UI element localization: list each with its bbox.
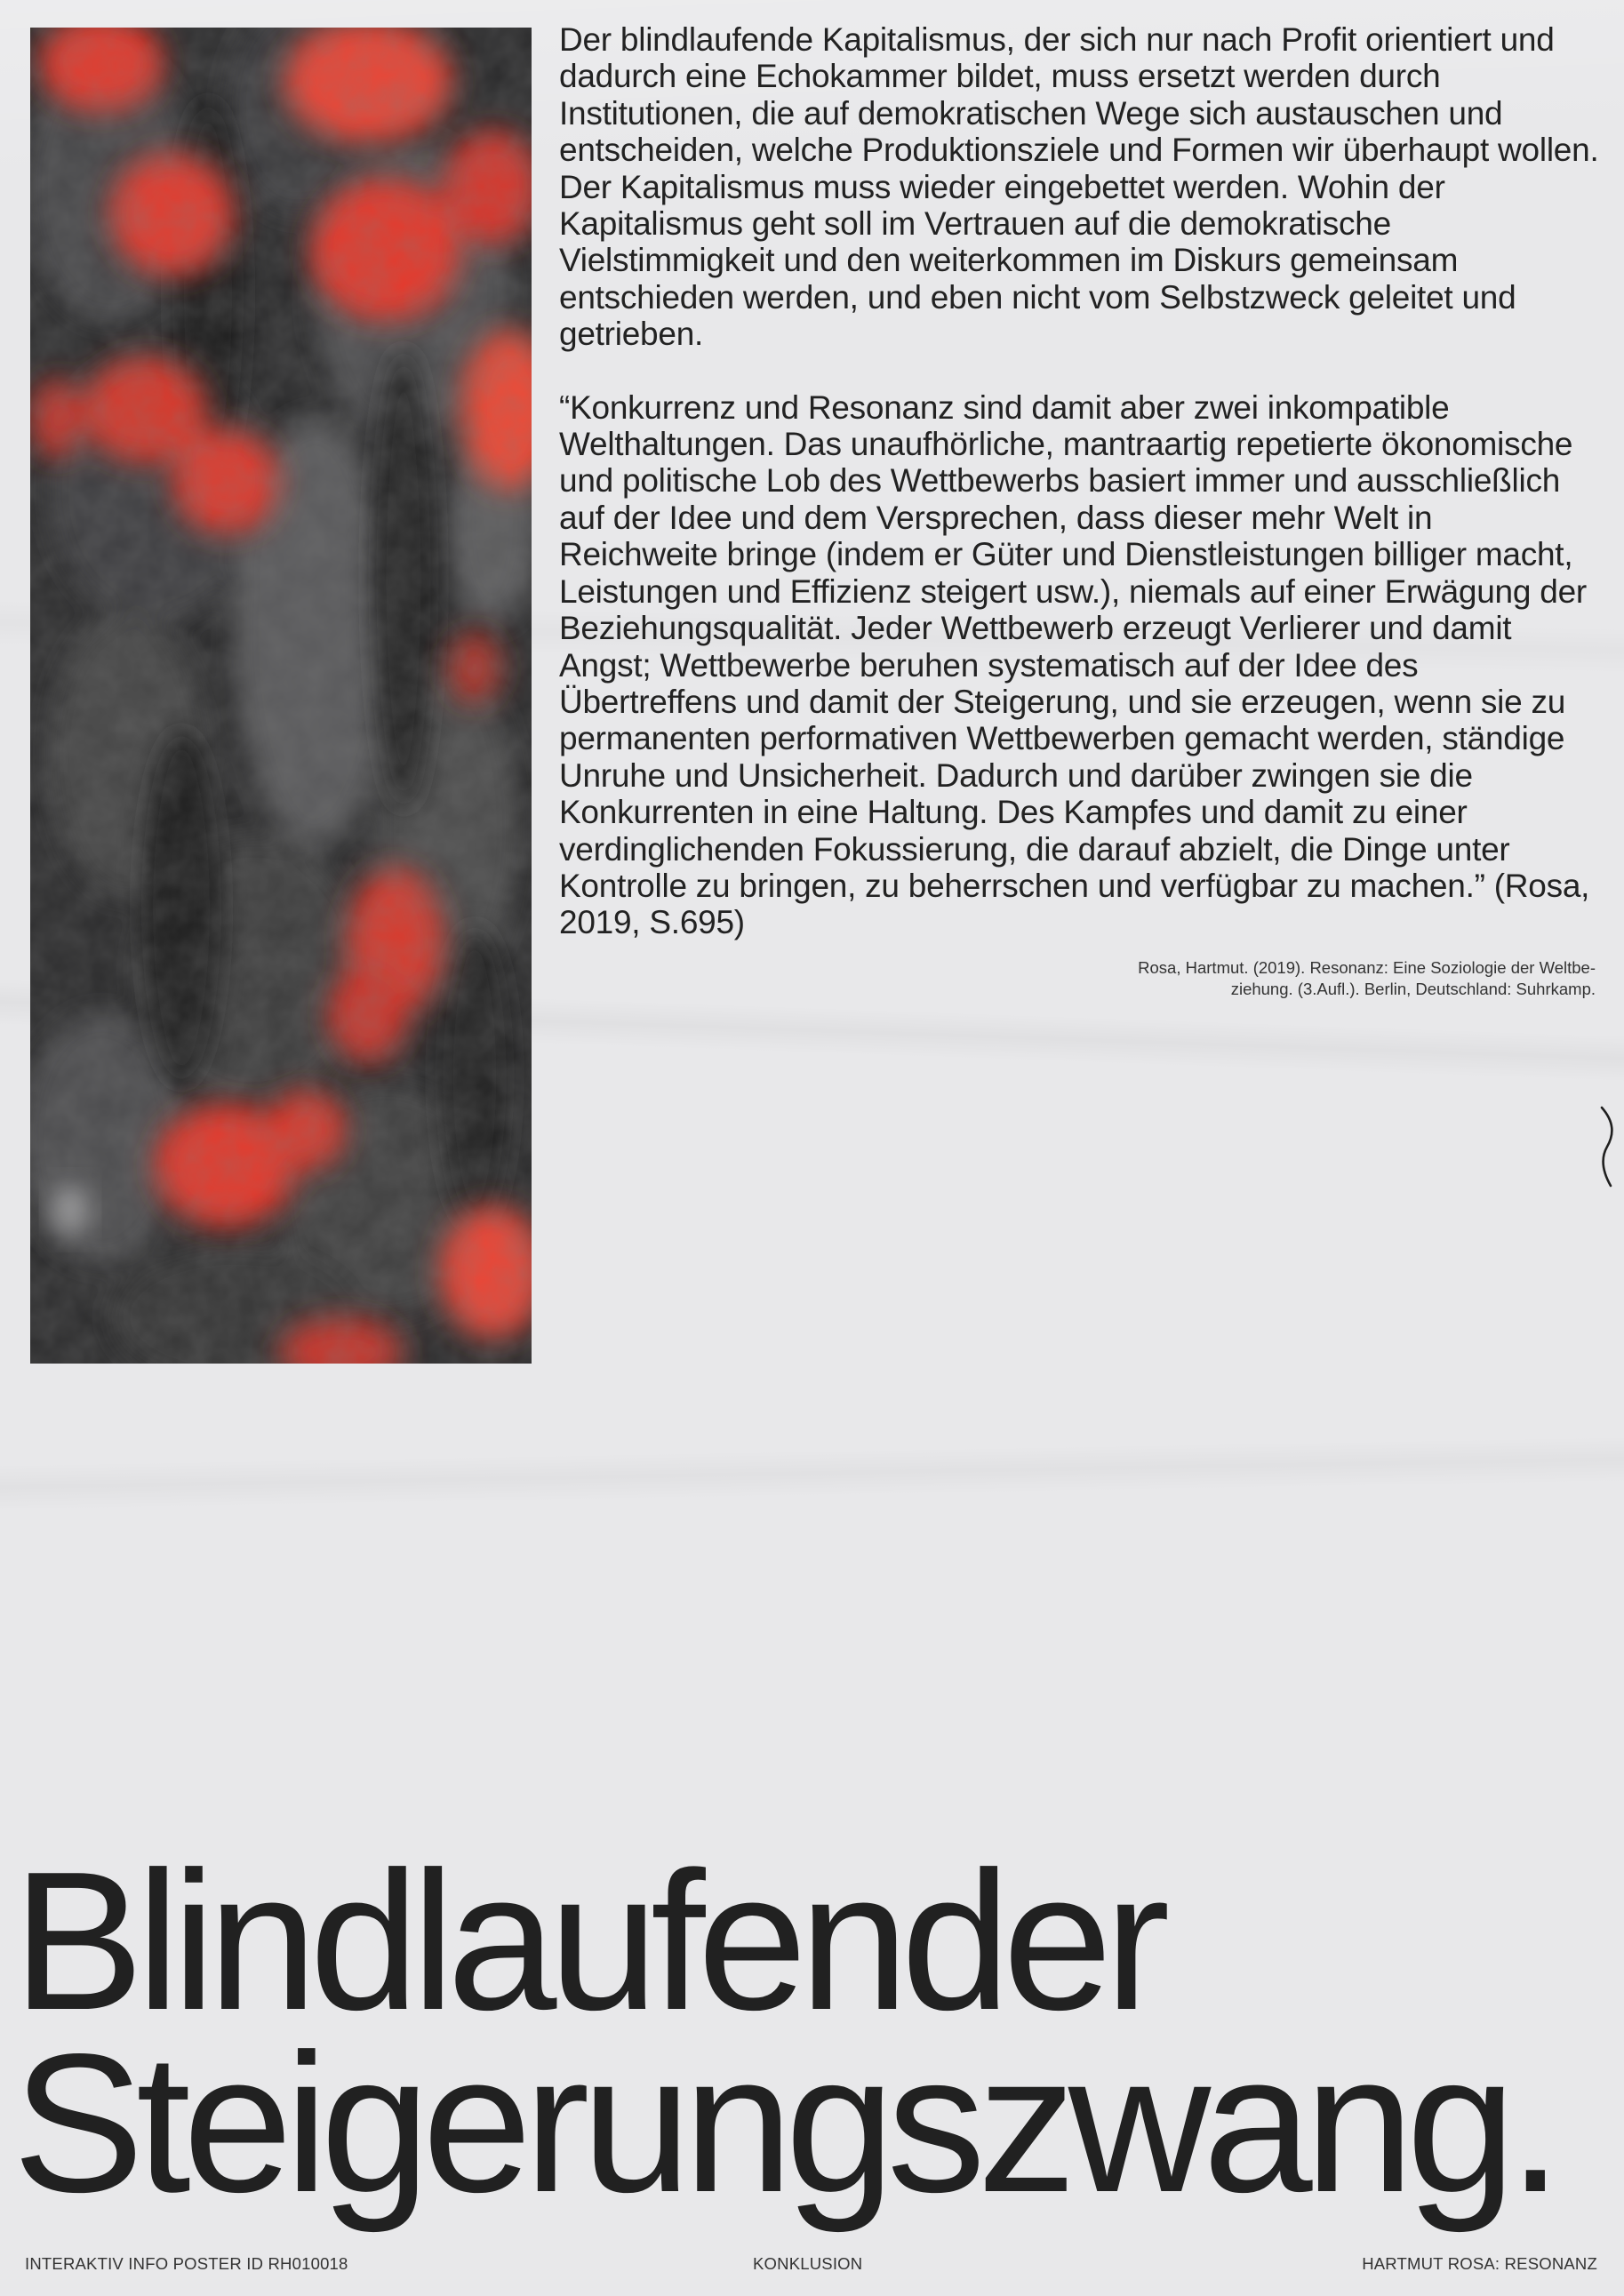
citation (559, 957, 1596, 1000)
artwork-graphic (30, 28, 532, 1364)
headline (12, 1831, 1621, 2234)
citation-line: ziehung. (3.Aufl.). Berlin, Deutschland: Suhrkamp. (1230, 979, 1596, 998)
abstract-red-black-artwork (30, 28, 532, 1364)
footer (25, 2254, 1597, 2276)
citation-line: Rosa, Hartmut. (2019). Resonanz: Eine Soziologie der Weltbe- (1138, 957, 1596, 977)
squiggle-mark (1596, 1106, 1620, 1188)
footer-author: HARTMUT ROSA: RESONANZ (1362, 2254, 1597, 2273)
intro-paragraph: Der blindlaufende Kapitalismus, der sich nur nach Profit orientiert und dadurch eine Echokammer bildet, muss ersetzt werden durch Institutionen, die auf demokratischen Wege sich austauschen und entscheiden, welche Produktionsziele und Formen wir überhaupt wollen. Der Kapitalismus muss wieder eingebettet werden. Wohin der Kapitalismus geht soll im Vertrauen auf die demokratische Vielstimmigkeit und den weiterkommen im Diskurs gemeinsam entschieden werden, und eben nicht vom Selbstzweck geleitet und getrieben. (559, 21, 1599, 353)
headline-line: Steigerungszwang. (12, 2013, 1556, 2234)
quote-paragraph: “Konkurrenz und Resonanz sind damit aber zwei inkompatible Welthaltungen. Das unaufhörliche, mantraartig repetierte ökonomische und politische Lob des Wettbewerbs basiert immer und ausschließlich auf der Idee und dem Versprechen, dass dieser mehr Welt in Reichweite bringe (indem er Güter und Dienstleistungen billiger macht, Leistungen und Effizienz steigert usw.), niemals auf einer Erwägung der Beziehungsqualität. Jeder Wettbewerb erzeugt Verlierer und damit Angst; Wettbewerbe beruhen systematisch auf der Idee des Übertreffens und damit der Steigerung, und sie erzeugen, wenn sie zu permanenten performativen Wettbewerben gemacht werden, ständige Unruhe und Unsicherheit. Dadurch und darüber zwingen sie die Konkurrenten in eine Haltung. Des Kampfes und damit zu einer verdinglichenden Fokussierung, die darauf abzielt, die Dinge unter Kontrolle zu bringen, zu beherrschen und verfügbar zu machen.” (Rosa, 2019, S.695) (559, 388, 1590, 941)
text-column (559, 21, 1599, 1000)
footer-poster-id: INTERAKTIV INFO POSTER ID RH010018 (25, 2254, 348, 2273)
headline-line: Blindlaufender (12, 1831, 1163, 2052)
footer-section: KONKLUSION (753, 2254, 863, 2273)
